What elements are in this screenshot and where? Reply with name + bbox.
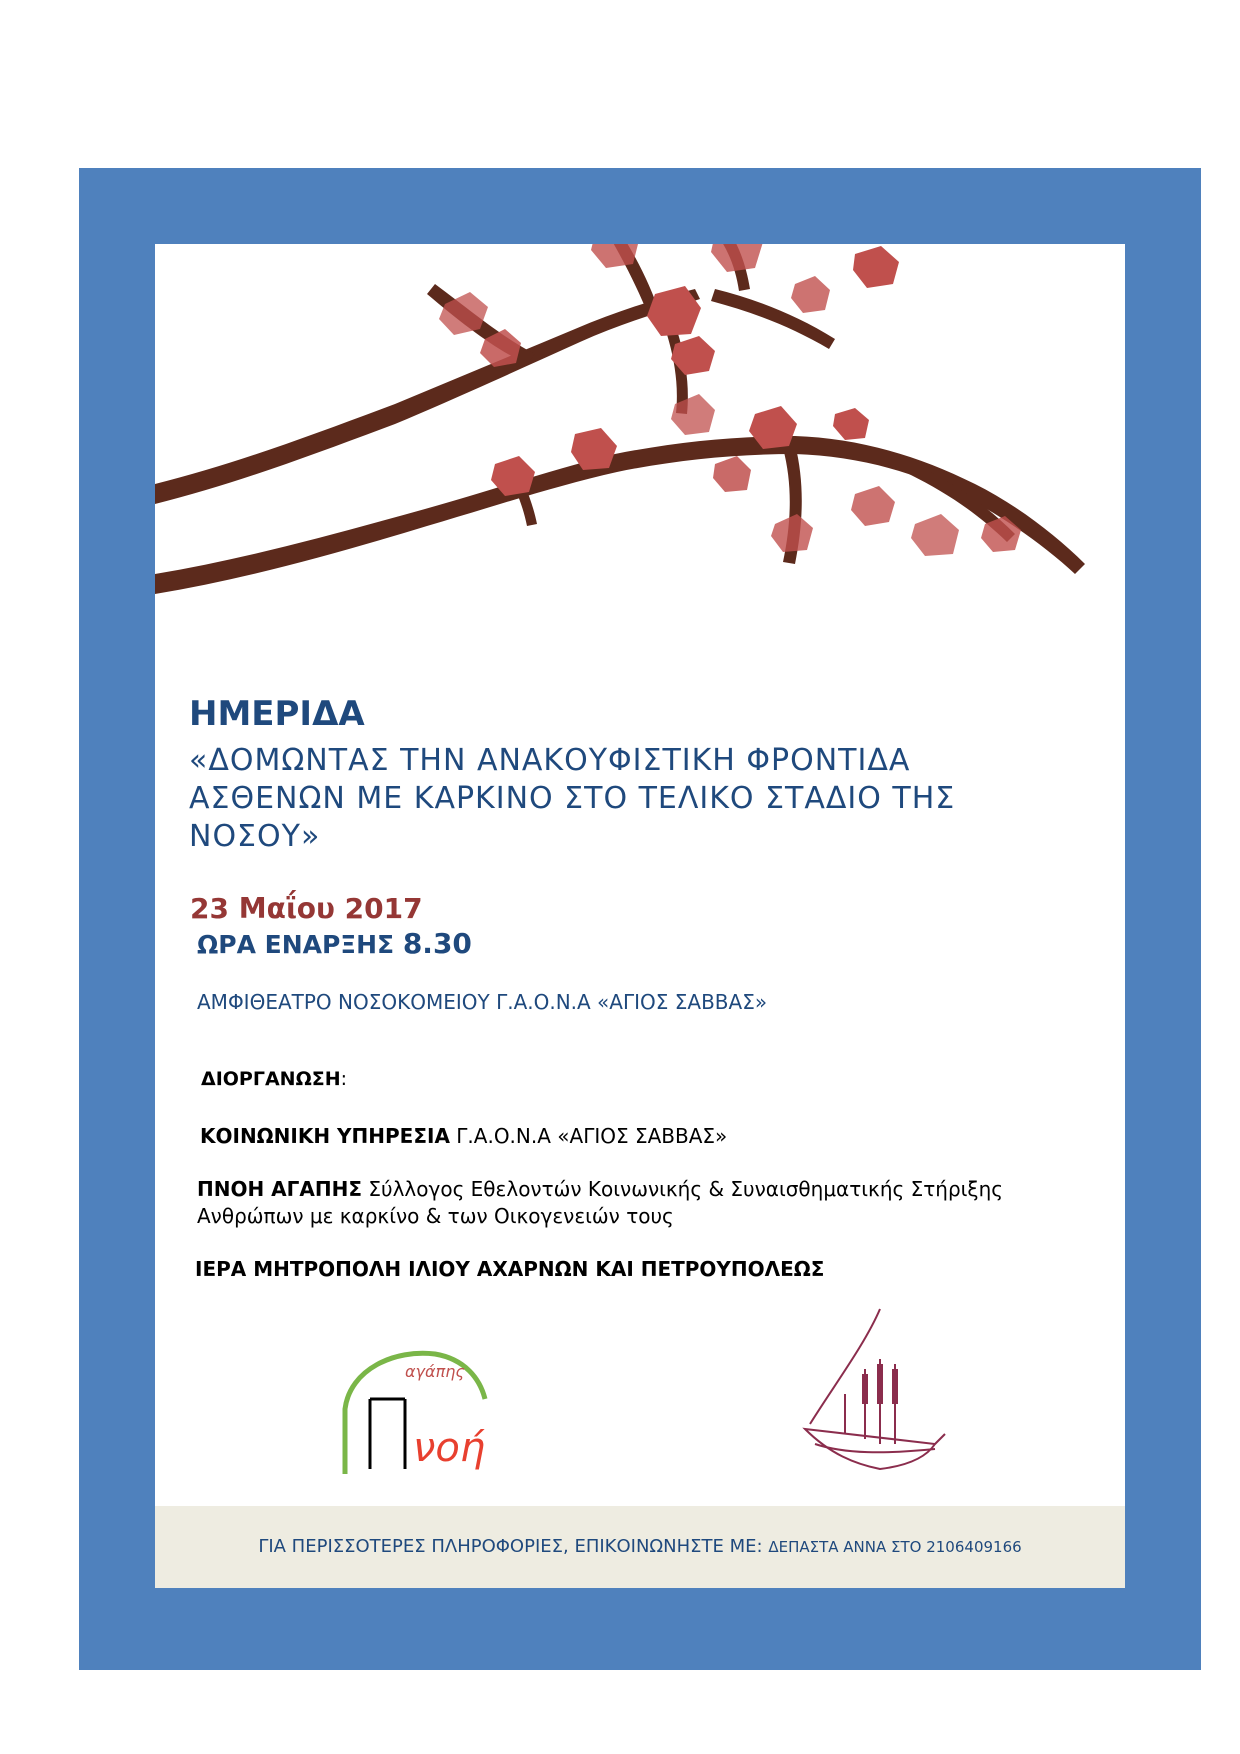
start-time-label: ΩΡΑ ΕΝΑΡΞΗΣ xyxy=(197,930,395,959)
footer-contact: ΔΕΠΑΣΤΑ ΑΝΝΑ ΣΤΟ 2106409166 xyxy=(768,1538,1022,1556)
organizer-2-detail-line-2: Ανθρώπων με καρκίνο & των Οικογενειών τους xyxy=(197,1204,674,1228)
organizer-pnoi-agapis xyxy=(197,1176,1003,1230)
event-date: 23 Μαΐου 2017 xyxy=(190,892,423,925)
organizer-2-detail-line-1: Σύλλογος Εθελοντών Κοινωνικής & Συναισθηματικής Στήριξης xyxy=(362,1177,1003,1201)
footer-text: ΓΙΑ ΠΕΡΙΣΣΟΤΕΡΕΣ ΠΛΗΡΟΦΟΡΙΕΣ, ΕΠΙΚΟΙΝΩΝΗΣΤΕ ΜΕ: xyxy=(258,1536,769,1557)
organizer-metropolis: ΙΕΡΑ ΜΗΤΡΟΠΟΛΗ ΙΛΙΟΥ ΑΧΑΡΝΩΝ ΚΑΙ ΠΕΤΡΟΥΠΟΛΕΩΣ xyxy=(195,1257,825,1281)
start-time xyxy=(197,927,472,960)
organizer-1-name: ΚΟΙΝΩΝΙΚΗ ΥΠΗΡΕΣΙΑ xyxy=(200,1124,450,1148)
subtitle-line-3: ΝΟΣΟΥ» xyxy=(189,819,321,854)
footer-info xyxy=(155,1506,1125,1588)
subtitle-line-2: ΑΣΘΕΝΩΝ ΜΕ ΚΑΡΚΙΝΟ ΣΤΟ ΤΕΛΙΚΟ ΣΤΑΔΙΟ ΤΗΣ xyxy=(189,781,956,816)
organizer-1-detail: Γ.Α.Ο.Ν.Α «ΑΓΙΟΣ ΣΑΒΒΑΣ» xyxy=(449,1124,728,1148)
organizers-heading xyxy=(201,1068,347,1090)
event-venue: ΑΜΦΙΘΕΑΤΡΟ ΝΟΣΟΚΟΜΕΙΟΥ Γ.Α.Ο.Ν.Α «ΑΓΙΟΣ ΣΑΒΒΑΣ» xyxy=(197,990,768,1014)
organizers-label: ΔΙΟΡΓΑΝΩΣΗ xyxy=(201,1068,341,1090)
footer-bar xyxy=(155,1506,1125,1588)
metropolis-ship-logo xyxy=(785,1304,950,1474)
organizers-label-colon: : xyxy=(340,1068,348,1090)
logo-noi-text: νοή xyxy=(413,1425,486,1471)
blossom-branch-illustration xyxy=(155,244,1125,664)
organizer-social-service xyxy=(200,1124,727,1148)
poster-panel xyxy=(155,244,1125,1588)
organizer-2-name: ΠΝΟΗ ΑΓΑΠΗΣ xyxy=(197,1177,363,1201)
start-time-value: 8.30 xyxy=(402,927,472,960)
event-subtitle xyxy=(189,742,1089,856)
subtitle-line-1: «ΔΟΜΩΝΤΑΣ ΤΗΝ ΑΝΑΚΟΥΦΙΣΤΙΚΗ ΦΡΟΝΤΙΔΑ xyxy=(189,743,911,778)
logo-agapis-text: αγάπης xyxy=(405,1362,465,1381)
event-title: ΗΜΕΡΙΔΑ xyxy=(189,694,365,734)
pnoi-agapis-logo xyxy=(325,1339,495,1479)
